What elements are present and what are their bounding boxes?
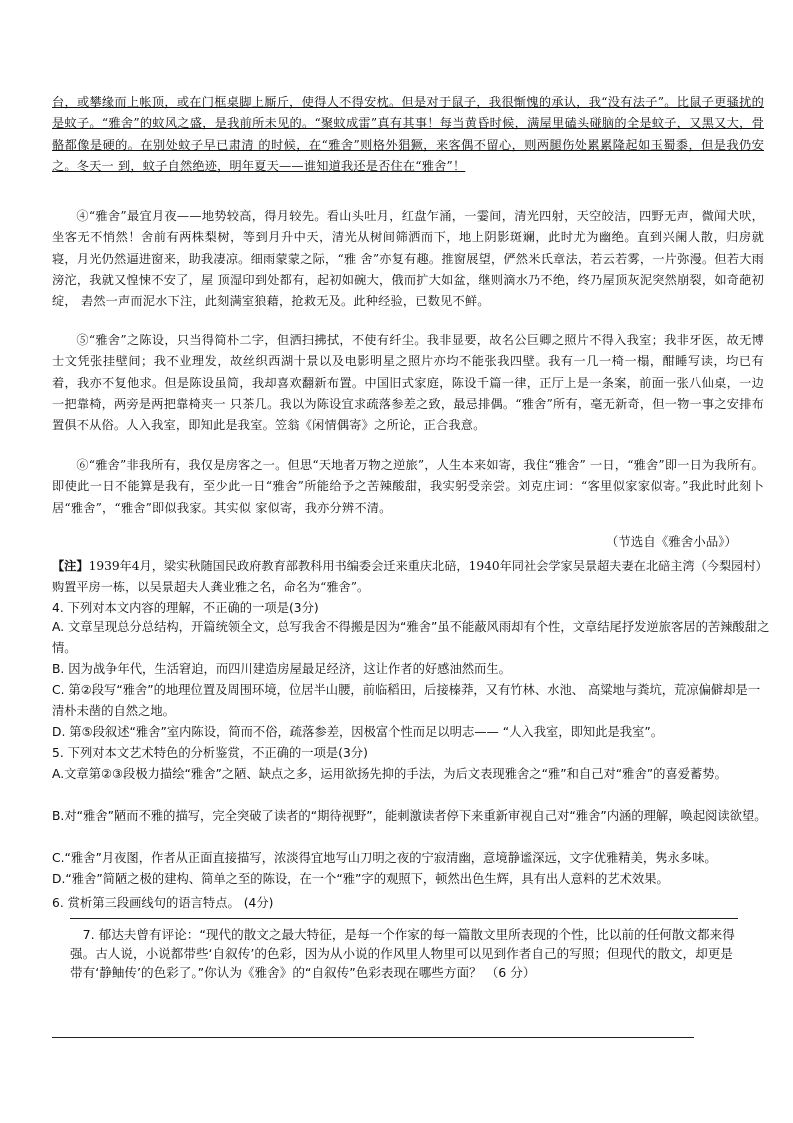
question-4-option-d: D. 第⑤段叙述“雅舍”室内陈设，简而不俗，疏落参差，因极富个性而足以明志—— “人入我室，即知此是我室”。 — [52, 725, 664, 739]
question-4-option-c: C. 第②段写“雅舍”的地理位置及周围环境，位居半山腰，前临稻田，后接榛莽，又有竹林、水池、 高粱地与粪坑，荒凉偏僻却是一清朴未凿的自然之地。 — [52, 683, 761, 718]
question-4-option-b: B. 因为战争年代，生活窘迫，而四川建造房屋最足经济，这让作者的好感油然而生。 — [52, 662, 511, 676]
question-4-stem: 4. 下列对本文内容的理解，不正确的一项是(3分) — [52, 601, 319, 615]
question-5-option-c: C.“雅舍”月夜图，作者从正面直接描写，浓淡得宜地写山刀明之夜的宁寂清幽，意境静谧深远，文字优雅精美，隽永多味。 — [52, 851, 717, 865]
passage-paragraph-continued: 台，或攀缘而上帐顶，或在门框桌脚上厮斤，使得人不得安枕。但是对于鼠子，我很惭愧的承认，我“没有法子”。比鼠子更骚扰的是蚊子。“雅舍”的蚊风之盛，是我前所未见的。“聚蚊成雷”真有其事！每当黄昏时候，满屋里磕头碰脑的全是蚊子，又黑又大，骨骼都像是硬的。在别处蚊子早已肃清 的时候，在“雅舍”则格外猖獗，来客偶不留心，则两腿伤处累累隆起如玉蜀黍，但是我仍安之。冬天一 到，蚊子自然绝迹，明年夏天——谁知道我还是否住在“雅舍”！ — [52, 95, 764, 173]
note-text: 1939年4月，梁实秋随国民政府教育部教科用书编委会迁来重庆北碚，1940年同社会学家吴景超夫妻在北碚主湾（今梨园村）购置平房一栋，以吴景超夫人龚业雅之名，命名为“雅舍”。 — [52, 559, 762, 594]
passage-paragraph-4: ④“雅舍”最宜月夜——地势较高，得月较先。看山头吐月，红盘乍涌，一霎间，清光四射，天空皎洁，四野无声，微闻犬吠，坐客无不悄然！舍前有两株梨树，等到月升中天，清光从树间筛洒而下，地上阴影斑斓，此时尤为幽绝。直到兴阑人散，归房就寝，月光仍然逼进窗来，助我凄凉。细雨蒙蒙之际，“雅 舍”亦复有趣。推窗展望，俨然米氏章法，若云若雾，一片弥漫。但若大雨滂沱，我就又惶悚不安了，屋 顶湿印到处都有，起初如碗大，俄而扩大如盆，继则滴水乃不绝，终乃屋顶灰泥突然崩裂，如奇葩初绽， 砉然一声而泥水下注，此刻满室狼藉，抢救无及。此种经验，已数见不鲜。 — [52, 209, 764, 309]
answer-line — [70, 918, 738, 919]
passage-source: （节选自《雅舍小品》） — [605, 534, 737, 549]
question-7: 7. 郁达夫曾有评论：“现代的散文之最大特征，是每一个作家的每一篇散文里所表现的个性，比以前的任何散文都来得强。古人说，小说都带些‘自叙传’的色彩，因为从小说的作风里人物里可以见到作者自己的写照；但现代的散文，却更是带有‘静鲉传’的色彩了。”你认为《雅舍》的“自叙传”色彩表现在哪些方面？ （6 分） — [70, 927, 735, 980]
question-5-option-d: D.“雅舍”简陋之极的建构、简单之至的陈设，在一个“雅”字的观照下，顿然出色生辉，具有出人意料的艺术效果。 — [52, 872, 669, 886]
answer-line — [52, 1037, 694, 1038]
question-5-option-b: B.对“雅舍”陋而不雅的描写，完全突破了读者的“期待视野”，能刺激读者停下来重新审视自己对“雅舍”内涵的理解，唤起阅读欲望。 — [52, 809, 767, 823]
passage-note — [52, 556, 764, 598]
passage-paragraph-5: ⑤“雅舍”之陈设，只当得简朴二字，但洒扫拂拭，不使有纤尘。我非显要，故名公巨卿之照片不得入我室；我非牙医，故无博士文凭张挂壁间；我不业理发，故丝织西湖十景以及电影明星之照片亦均不能张我四壁。我有一几一椅一榻，酣睡写读，均已有着，我亦不复他求。但是陈设虽简，我却喜欢翻新布置。中国旧式家庭，陈设千篇一律，正厅上是一条案，前面一张八仙桌，一边一把靠椅，两旁是两把靠椅夹一 只茶几。我以为陈设宜求疏落参差之致，最忌排偶。“雅舍”所有，毫无新奇，但一物一事之安排布置俱不从俗。人入我室，即知此是我室。笠翁《闲情偶寄》之所论，正合我意。 — [52, 333, 764, 433]
question-6: 6. 赏析第三段画线句的语言特点。 (4分) — [52, 896, 274, 910]
note-tag: 【注】 — [52, 559, 89, 573]
passage-paragraph-6: ⑥“雅舍”非我所有，我仅是房客之一。但思“天地者万物之逆旅”，人生本来如寄，我住“雅舍” 一日，“雅舍”即一日为我所有。即使此一日不能算是我有，至少此一日“雅舍”所能给予之苦辣酸甜，我实躬受亲尝。刘克庄词：“客里似家家似寄。”我此时此刻卜居“雅舍”，“雅舍”即似我家。其实似 家似寄，我亦分辨不清。 — [52, 458, 764, 515]
question-5-option-a: A.文章第②③段极力描绘“雅舍”之陋、缺点之多，运用欲扬先抑的手法，为后文表现雅舍之“雅”和自己对“雅舍”的喜爱蓄势。 — [52, 767, 727, 781]
question-5-stem: 5. 下列对本文艺术特色的分析鉴赏，不正确的一项是(3分) — [52, 746, 368, 760]
question-4-option-a: A. 文章呈现总分总结构，开篇统领全文，总写我舍不得搬是因为“雅舍”虽不能蔽风雨却有个性，文章结尾抒发逆旅客居的苦辣酸甜之情。 — [52, 620, 770, 655]
